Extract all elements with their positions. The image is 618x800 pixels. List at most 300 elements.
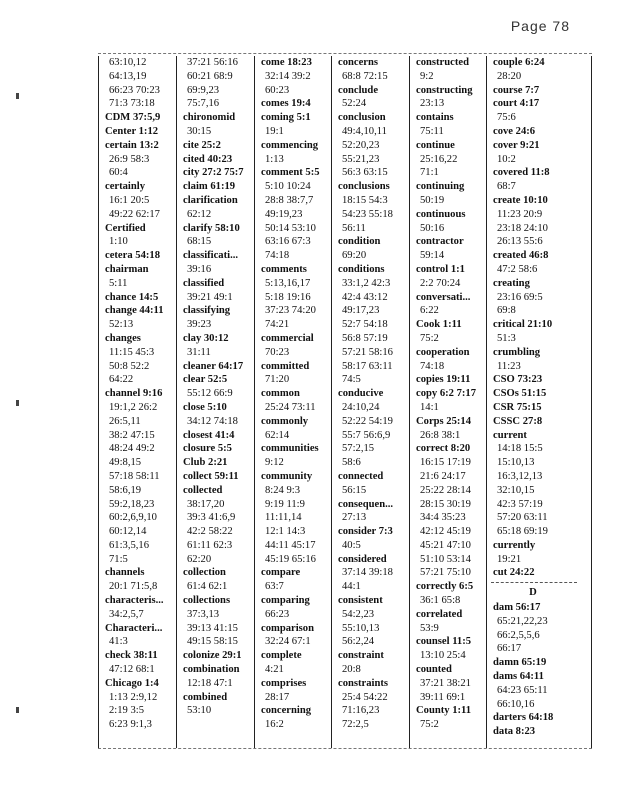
index-entry: [261, 442, 323, 470]
index-entry: [416, 387, 478, 415]
index-entry: [338, 235, 400, 263]
page-line-ref: 16:3,12,13: [497, 470, 543, 482]
page-line-ref: 61:3,5,16: [109, 539, 150, 551]
index-term: collection: [183, 567, 226, 579]
page-line-ref: 44:1: [342, 581, 361, 593]
index-term: clear 52:5: [183, 374, 228, 386]
page-line-ref: 32:24 67:1: [265, 636, 311, 648]
index-entry: [105, 677, 167, 732]
page-line-ref: 15:10,13: [497, 457, 535, 469]
page-line-ref: 57:20 63:11: [497, 512, 548, 524]
index-term: combination: [183, 664, 240, 676]
index-entry: [105, 139, 167, 180]
page-line-ref: 38:2 47:15: [109, 429, 155, 441]
index-entry: [105, 249, 167, 263]
index-entry: [416, 291, 478, 319]
bottom-rule: [98, 748, 592, 749]
index-term: commercial: [261, 332, 314, 344]
index-term: covered 11:8: [493, 167, 550, 179]
index-entry: [105, 387, 167, 566]
index-entry: [493, 415, 591, 429]
page-line-ref: 51:3: [497, 332, 516, 344]
index-entry: [183, 139, 245, 153]
page-line-ref: 34:4 35:23: [420, 512, 466, 524]
page-line-ref: 47:12 68:1: [109, 664, 155, 676]
page-line-ref: 65:18 69:19: [497, 526, 548, 538]
page-line-ref: 23:13: [420, 98, 445, 110]
page-line-ref: 48:24 49:2: [109, 443, 155, 455]
index-term: certain 13:2: [105, 139, 159, 151]
index-term: copy 6:2 7:17: [416, 388, 477, 400]
page-line-ref: 42:12 45:19: [420, 526, 471, 538]
page-line-ref: 5:18 19:16: [265, 291, 311, 303]
index-term: change 44:11: [105, 305, 164, 317]
index-entry: [338, 470, 400, 498]
page-line-ref: 66:23: [265, 608, 290, 620]
page-line-ref: 39:11 69:1: [420, 691, 466, 703]
page-line-ref: 56:3 63:15: [342, 167, 388, 179]
top-rule: [98, 53, 592, 54]
index-term: Cook 1:11: [416, 319, 462, 331]
page-line-ref: 25:4 54:22: [342, 691, 388, 703]
page-line-ref: 6:23 9:1,3: [109, 719, 152, 731]
page-line-ref: 28:8 38:7,7: [265, 194, 314, 206]
page-line-ref: 39:21 49:1: [187, 291, 233, 303]
page-line-ref: 39:13 41:15: [187, 622, 238, 634]
index-entry: [183, 470, 245, 484]
page-line-ref: 1:13: [265, 153, 284, 165]
page-line-ref: 59:14: [420, 250, 445, 262]
page-line-ref: 9:12: [265, 457, 284, 469]
page-line-ref: 74:5: [342, 374, 361, 386]
index-term: court 4:17: [493, 98, 540, 110]
index-column-5: [409, 56, 478, 748]
page-line-ref: 21:6 24:17: [420, 470, 466, 482]
index-entry: [493, 373, 591, 387]
page-line-ref: 54:2,23: [342, 608, 375, 620]
index-term: Corps 25:14: [416, 415, 472, 427]
index-entry: [105, 566, 167, 594]
page-line-ref: 72:2,5: [342, 719, 369, 731]
index-term: correlated: [416, 608, 463, 620]
index-entry: [183, 594, 245, 649]
page-line-ref: 2:2 70:24: [420, 277, 461, 289]
page-line-ref: 5:11: [109, 277, 128, 289]
page-line-ref: 55:12 66:9: [187, 388, 233, 400]
page-line-ref: 16:1 20:5: [109, 194, 150, 206]
index-term: conducive: [338, 388, 384, 400]
page-line-ref: 58:6: [342, 457, 361, 469]
index-entry: [183, 401, 245, 429]
page-line-ref: 75:11: [420, 125, 444, 137]
index-entry: [261, 166, 323, 263]
index-entry: [261, 387, 323, 415]
page-line-ref: 23:16 69:5: [497, 291, 543, 303]
index-entry: [416, 139, 478, 180]
index-term: dam 56:17: [493, 602, 541, 614]
page-line-ref: 13:10 25:4: [420, 650, 466, 662]
page-line-ref: 60:21 68:9: [187, 70, 233, 82]
page-line-ref: 52:24: [342, 98, 367, 110]
page-line-ref: 66:17: [497, 643, 522, 655]
page-line-ref: 66:10,16: [497, 698, 535, 710]
index-term: chairman: [105, 263, 149, 275]
index-term: comprises: [261, 677, 307, 689]
index-entry: [493, 582, 591, 600]
index-term: consequen...: [338, 498, 394, 510]
index-term: community: [261, 470, 313, 482]
index-term: commonly: [261, 415, 309, 427]
index-entry: [183, 442, 245, 456]
index-entry: [493, 346, 591, 374]
index-entry: [493, 125, 591, 139]
index-entry: [493, 725, 591, 739]
page-line-ref: 27:13: [342, 512, 367, 524]
page-line-ref: 65:21,22,23: [497, 615, 548, 627]
page-line-ref: 63:16 67:3: [265, 236, 311, 248]
index-entry: [183, 332, 245, 360]
index-entry: [493, 601, 591, 656]
index-term: collected: [183, 484, 223, 496]
index-entry: [105, 222, 167, 250]
page-line-ref: 19:1: [265, 125, 284, 137]
index-entry: [183, 111, 245, 139]
index-term: constructed: [416, 57, 469, 68]
index-entry: [416, 415, 478, 443]
index-term: comes 19:4: [261, 98, 311, 110]
page-line-ref: 45:21 47:10: [420, 539, 471, 551]
page-line-ref: 56:2,24: [342, 636, 375, 648]
index-entry: [416, 318, 478, 346]
index-entry: [338, 498, 400, 526]
page-line-ref: 12:1 14:3: [265, 526, 306, 538]
index-entry: [261, 470, 323, 567]
index-entry: [416, 84, 478, 112]
page-line-ref: 52:22 54:19: [342, 415, 393, 427]
page-line-ref: 5:10 10:24: [265, 181, 311, 193]
index-term: comparing: [261, 595, 310, 607]
index-entry: [261, 415, 323, 443]
index-term: CSO 73:23: [493, 374, 543, 386]
index-term: channels: [105, 567, 145, 579]
page-line-ref: 14:18 15:5: [497, 443, 543, 455]
index-term: commencing: [261, 139, 319, 151]
page-line-ref: 49:15 58:15: [187, 636, 238, 648]
index-entry: [338, 387, 400, 470]
page-line-ref: 24:10,24: [342, 401, 380, 413]
index-term: changes: [105, 332, 141, 344]
page-line-ref: 18:15 54:3: [342, 194, 388, 206]
index-entry: [183, 180, 245, 194]
index-entry: [416, 580, 478, 608]
index-term: crumbling: [493, 346, 541, 358]
index-column-3: [254, 56, 323, 748]
index-term: channel 9:16: [105, 388, 163, 400]
index-entry: [261, 111, 323, 139]
index-entry: [183, 691, 245, 719]
page-line-ref: 53:10: [187, 705, 212, 717]
page-line-ref: 71:3 73:18: [109, 98, 155, 110]
index-entry: [183, 194, 245, 222]
index-entry: [105, 594, 167, 622]
page-line-ref: 49:4,10,11: [342, 125, 387, 137]
page-line-ref: 39:23: [187, 319, 212, 331]
index-entry: [493, 670, 591, 711]
index-entry: [338, 594, 400, 649]
page-line-ref: 61:4 62:1: [187, 581, 228, 593]
page-line-ref: 23:18 24:10: [497, 222, 548, 234]
index-term: current: [493, 429, 527, 441]
page-line-ref: 60:12,14: [109, 526, 147, 538]
index-term: communities: [261, 443, 319, 455]
index-entry: [105, 622, 167, 650]
index-term: clarification: [183, 194, 238, 206]
index-entry: [183, 484, 245, 567]
index-term: chironomid: [183, 112, 236, 124]
page-line-ref: 60:4: [109, 167, 128, 179]
page-line-ref: 25:22 28:14: [420, 484, 471, 496]
page-line-ref: 39:16: [187, 263, 212, 275]
index-term: County 1:11: [416, 705, 472, 717]
index-entry: [416, 263, 478, 291]
index-term: course 7:7: [493, 84, 540, 96]
index-term: conclude: [338, 84, 379, 96]
index-entry: [261, 332, 323, 360]
margin-mark: [16, 93, 19, 99]
page-line-ref: 49:22 62:17: [109, 208, 160, 220]
page-line-ref: 28:15 30:19: [420, 498, 471, 510]
index-entry: [183, 277, 245, 305]
index-term: classifying: [183, 305, 231, 317]
page-line-ref: 63:7: [265, 581, 284, 593]
page-line-ref: 57:21 58:16: [342, 346, 393, 358]
page-line-ref: 47:2 58:6: [497, 263, 538, 275]
index-term: create 10:10: [493, 194, 548, 206]
index-term: consistent: [338, 595, 383, 607]
index-column-2: [176, 56, 245, 748]
page-line-ref: 58:17 63:11: [342, 360, 393, 372]
index-entry: [338, 263, 400, 387]
index-term: Characteri...: [105, 622, 163, 634]
page-line-ref: 66:23 70:23: [109, 84, 160, 96]
page-line-ref: 75:6: [497, 112, 516, 124]
index-term: currently: [493, 539, 536, 551]
index-term: city 27:2 75:7: [183, 167, 244, 179]
margin-mark: [16, 707, 19, 713]
page-line-ref: 26:9 58:3: [109, 153, 150, 165]
index-entry: [105, 649, 167, 677]
page-line-ref: 36:1 65:8: [420, 595, 461, 607]
page-line-ref: 57:2,15: [342, 443, 375, 455]
index-term: continuous: [416, 208, 466, 220]
index-entry: [338, 180, 400, 235]
index-term: CSOs 51:15: [493, 388, 547, 400]
index-term: Certified: [105, 222, 146, 234]
index-entry: [493, 56, 591, 84]
page-line-ref: 52:7 54:18: [342, 319, 388, 331]
index-entry: [493, 166, 591, 194]
index-term: cove 24:6: [493, 125, 536, 137]
index-term: concerns: [338, 57, 379, 68]
index-term: CSR 75:15: [493, 401, 542, 413]
index-entry: [261, 622, 323, 650]
page-line-ref: 50:19: [420, 194, 445, 206]
page-line-ref: 11:23: [497, 360, 521, 372]
index-entry: [183, 456, 245, 470]
page-line-ref: 71:1: [420, 167, 439, 179]
page-line-ref: 37:21 56:16: [187, 57, 238, 68]
page-line-ref: 37:21 38:21: [420, 677, 471, 689]
index-term: damn 65:19: [493, 657, 547, 669]
index-term: Center 1:12: [105, 125, 159, 137]
index-term: collections: [183, 595, 231, 607]
page-line-ref: 26:5,11: [109, 415, 141, 427]
index-entry: [493, 566, 591, 580]
index-entry: [261, 677, 323, 705]
index-entry: [105, 111, 167, 125]
page-line-ref: 50:14 53:10: [265, 222, 316, 234]
page-line-ref: 40:5: [342, 539, 361, 551]
index-term: correctly 6:5: [416, 581, 474, 593]
page-line-ref: 49:19,23: [265, 208, 303, 220]
index-term: chance 14:5: [105, 291, 159, 303]
page-line-ref: 37:3,13: [187, 608, 220, 620]
index-entry: [416, 180, 478, 208]
index-term: created 46:8: [493, 250, 549, 262]
index-term: condition: [338, 236, 381, 248]
page-line-ref: 56:11: [342, 222, 366, 234]
page-line-ref: 75:2: [420, 332, 439, 344]
index-term: conclusions: [338, 181, 390, 193]
index-term: compare: [261, 567, 301, 579]
index-term: cover 9:21: [493, 139, 540, 151]
index-entry: [261, 649, 323, 677]
page-line-ref: 4:21: [265, 664, 284, 676]
index-entry: [105, 125, 167, 139]
index-term: collect 59:11: [183, 470, 239, 482]
index-term: comparison: [261, 622, 314, 634]
index-entry: [493, 84, 591, 98]
index-entry: [416, 208, 478, 236]
page-line-ref: 26:13 55:6: [497, 236, 543, 248]
page-line-ref: 62:20: [187, 553, 212, 565]
page-line-ref: 59:2,18,23: [109, 498, 155, 510]
index-term: committed: [261, 360, 310, 372]
page-line-ref: 28:20: [497, 70, 522, 82]
index-term: conclusion: [338, 112, 386, 124]
index-term: clarify 58:10: [183, 222, 240, 234]
page-line-ref: 6:22: [420, 305, 439, 317]
index-entry: [493, 139, 591, 167]
page-line-ref: 45:19 65:16: [265, 553, 316, 565]
page-line-ref: 69:20: [342, 250, 367, 262]
page-line-ref: 52:13: [109, 319, 134, 331]
index-entry: [105, 56, 167, 111]
index-term: CSSC 27:8: [493, 415, 543, 427]
page-line-ref: 61:11 62:3: [187, 539, 233, 551]
page-line-ref: 68:8 72:15: [342, 70, 388, 82]
index-term: copies 19:11: [416, 374, 471, 386]
index-term: closure 5:5: [183, 443, 232, 455]
page-line-ref: 50:8 52:2: [109, 360, 150, 372]
page-line-ref: 56:15: [342, 484, 367, 496]
page-line-ref: 37:14 39:18: [342, 567, 393, 579]
page-line-ref: 14:1: [420, 401, 439, 413]
index-term: Chicago 1:4: [105, 677, 159, 689]
page-line-ref: 68:7: [497, 181, 516, 193]
page-line-ref: 8:24 9:3: [265, 484, 301, 496]
index-term: certainly: [105, 181, 146, 193]
page-line-ref: 74:18: [420, 360, 445, 372]
page-line-ref: 37:23 74:20: [265, 305, 316, 317]
index-term: connected: [338, 470, 384, 482]
index-term: check 38:11: [105, 650, 158, 662]
index-entry: [183, 222, 245, 250]
page-line-ref: 74:21: [265, 319, 290, 331]
index-entry: [416, 373, 478, 387]
index-entry: [493, 277, 591, 318]
index-entry: [493, 539, 591, 567]
page-line-ref: 66:2,5,5,6: [497, 629, 540, 641]
page-line-ref: 31:11: [187, 346, 211, 358]
page-line-ref: 5:13,16,17: [265, 277, 311, 289]
index-entry: [416, 56, 478, 84]
index-entry: [416, 608, 478, 636]
index-entry: [105, 291, 167, 305]
index-entry: [493, 656, 591, 670]
page-line-ref: 74:18: [265, 250, 290, 262]
page-line-ref: 33:1,2 42:3: [342, 277, 391, 289]
index-entry: [493, 249, 591, 277]
index-term: creating: [493, 277, 530, 289]
index-entry: [261, 704, 323, 732]
page-line-ref: 71:5: [109, 553, 128, 565]
page-line-ref: 62:12: [187, 208, 212, 220]
page-line-ref: 55:7 56:6,9: [342, 429, 391, 441]
page-line-ref: 1:13 2:9,12: [109, 691, 158, 703]
index-entry: [183, 429, 245, 443]
page-line-ref: 20:1 71:5,8: [109, 581, 158, 593]
index-entry: [261, 566, 323, 594]
index-term: concerning: [261, 705, 312, 717]
page-line-ref: 52:20,23: [342, 139, 380, 151]
index-entry: [183, 304, 245, 332]
index-entry: [183, 166, 245, 180]
margin-mark: [16, 400, 19, 406]
index-term: contractor: [416, 236, 464, 248]
page-line-ref: 9:19 11:9: [265, 498, 305, 510]
section-letter: D: [529, 587, 537, 599]
index-entry: [338, 677, 400, 732]
page-line-ref: 71:16,23: [342, 705, 380, 717]
index-term: complete: [261, 650, 302, 662]
page-number: Page 78: [510, 18, 570, 34]
index-term: consider 7:3: [338, 526, 393, 538]
page-line-ref: 26:8 38:1: [420, 429, 461, 441]
index-entry: [338, 56, 400, 84]
index-term: conditions: [338, 263, 385, 275]
index-entry: [416, 346, 478, 374]
index-entry: [493, 429, 591, 539]
index-term: constraints: [338, 677, 389, 689]
index-term: colonize 29:1: [183, 650, 242, 662]
index-term: conversati...: [416, 291, 471, 303]
index-term: common: [261, 388, 300, 400]
index-term: cited 40:23: [183, 153, 233, 165]
page-line-ref: 11:23 20:9: [497, 208, 543, 220]
index-entry: [105, 180, 167, 221]
page-line-ref: 60:23: [265, 84, 290, 96]
